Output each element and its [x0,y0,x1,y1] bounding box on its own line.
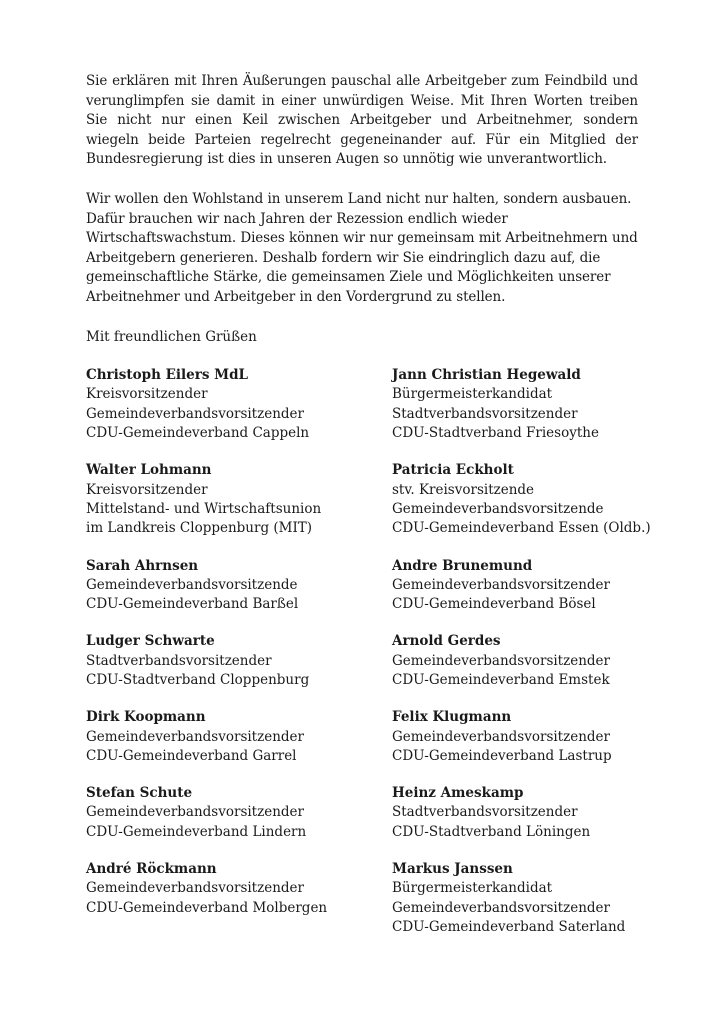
signatory-title-line: stv. Kreisvorsitzende [392,481,535,498]
signatory-name: Sarah Ahrnsen [86,557,199,574]
signatory [86,557,392,615]
closing-salutation: Mit freundlichen Grüßen [86,328,257,345]
signatory-name: Markus Janssen [392,861,513,878]
signatory-title-line: Gemeindeverbandsvorsitzender [86,728,304,745]
signatory-title-line: Gemeindeverbandsvorsitzender [86,880,304,897]
signatory-title-line: CDU-Gemeindeverband Saterland [392,918,626,935]
signatory [86,632,392,690]
signatory-title-line: CDU-Gemeindeverband Emstek [392,671,610,688]
signatory-name: Andre Brunemund [392,557,533,574]
signatory-title-line: Stadtverbandsvorsitzender [392,804,578,821]
body-paragraph: Sie erklären mit Ihren Äußerungen pauschal alle Arbeitgeber zum Feindbild und verunglimpfen sie damit in einer unwürdigen Weise. Mit Ihren Worten treiben Sie nicht nur einen Keil zwischen Arbeitgeber und Arbeitnehmer, sondern wiegeln beide Parteien regelrecht gegeneinander auf. Für ein Mitglied der Bundesregierung ist dies in unseren Augen so unnötig wie unverantwortlich. [86,73,638,168]
signatory-name: Christoph Eilers MdL [86,367,249,384]
signatory-title-line: Gemeindeverbandsvorsitzender [392,899,610,916]
signatory-title-line: CDU-Gemeindeverband Barßel [86,596,299,613]
signatory-title-line: CDU-Gemeindeverband Lindern [86,823,307,840]
signatory-title-line: CDU-Gemeindeverband Molbergen [86,899,328,916]
signatory [86,461,392,538]
signatory-title-line: Gemeindeverbandsvorsitzender [86,405,304,422]
signatory [392,708,638,766]
signatory-title-line: Stadtverbandsvorsitzender [392,405,578,422]
signatory-name: Ludger Schwarte [86,633,215,650]
signatory-title-line: Kreisvorsitzender [86,386,208,403]
signatory [392,632,638,690]
signatory [392,784,638,842]
signatory-name: Stefan Schute [86,785,193,802]
signatory-name: Heinz Ameskamp [392,785,524,802]
signatory-title-line: CDU-Gemeindeverband Cappeln [86,425,310,442]
signatory [86,708,392,766]
signatory [392,366,638,443]
signatory-name: Dirk Koopmann [86,709,206,726]
signatory-title-line: Mittelstand- und Wirtschaftsunion [86,500,322,517]
signatory [392,461,651,538]
signatory-title-line: Gemeindeverbandsvorsitzende [392,500,604,517]
signatory-name: Arnold Gerdes [392,633,501,650]
signatory-title-line: CDU-Stadtverband Löningen [392,823,591,840]
signatory [86,784,392,842]
letter-page [86,72,651,937]
signatory-title-line: CDU-Gemeindeverband Bösel [392,596,596,613]
signatory-title-line: CDU-Gemeindeverband Garrel [86,747,297,764]
signatory-title-line: Gemeindeverbandsvorsitzender [86,804,304,821]
signatory [86,366,392,443]
signatory-title-line: Gemeindeverbandsvorsitzender [392,728,610,745]
signatory [86,860,392,937]
signatory-title-line: Stadtverbandsvorsitzender [86,652,272,669]
signatory-title-line: Bürgermeisterkandidat [392,386,553,403]
signatory-title-line: CDU-Stadtverband Friesoythe [392,425,599,442]
signatory-title-line: CDU-Gemeindeverband Essen (Oldb.) [392,520,651,537]
signatory-name: André Röckmann [86,861,217,878]
signatory-name: Jann Christian Hegewald [392,367,581,384]
body-paragraph: Wir wollen den Wohlstand in unserem Land nicht nur halten, sondern ausbauen. Dafür brauchen wir nach Jahren der Rezession endlich wieder Wirtschaftswachstum. Dieses können wir nur gemeinsam mit Arbeitnehmern und Arbeitgebern generieren. Deshalb fordern wir Sie eindringlich dazu auf, die gemeinschaftliche Stärke, die gemeinsamen Ziele und Möglichkeiten unserer Arbeitnehmer und Arbeitgeber in den Vordergrund zu stellen. [86,190,638,305]
signatory-title-line: CDU-Gemeindeverband Lastrup [392,747,612,764]
signatory-title-line: Gemeindeverbandsvorsitzender [392,652,610,669]
signature-block [86,366,651,937]
signatory [392,860,638,937]
signatory-title-line: Gemeindeverbandsvorsitzender [392,576,610,593]
signatory-title-line: Bürgermeisterkandidat [392,880,553,897]
signatory-title-line: Gemeindeverbandsvorsitzende [86,576,298,593]
signatory-name: Felix Klugmann [392,709,512,726]
signatory-title-line: Kreisvorsitzender [86,481,208,498]
signatory-name: Patricia Eckholt [392,462,514,479]
signatory-title-line: CDU-Stadtverband Cloppenburg [86,671,310,688]
signatory-title-line: im Landkreis Cloppenburg (MIT) [86,520,313,537]
signatory [392,557,638,615]
signatory-name: Walter Lohmann [86,462,212,479]
